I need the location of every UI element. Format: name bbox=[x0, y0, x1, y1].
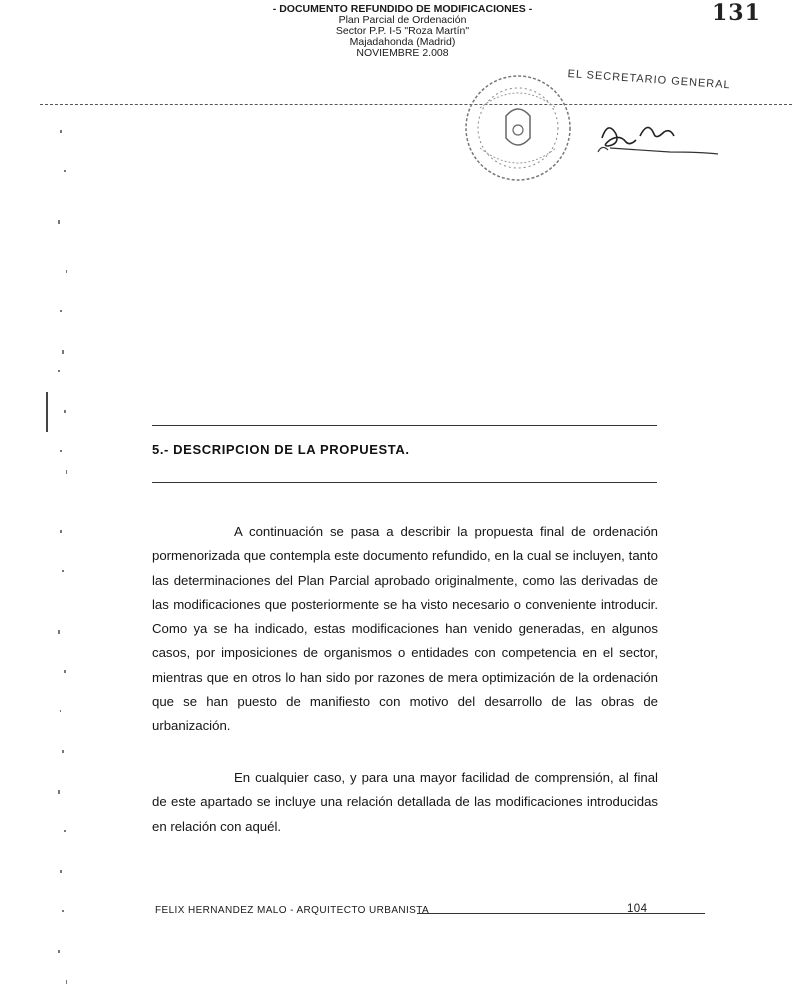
section-title: 5.- DESCRIPCION DE LA PROPUESTA. bbox=[152, 442, 410, 457]
header-divider bbox=[40, 104, 792, 105]
footer-author: FELIX HERNANDEZ MALO - ARQUITECTO URBANISTA bbox=[155, 905, 430, 916]
header-line-location: Majadahonda (Madrid) bbox=[349, 36, 456, 48]
scan-margin-speckles bbox=[40, 110, 80, 1000]
footer-rule bbox=[417, 913, 705, 914]
document-footer bbox=[155, 903, 660, 921]
handwritten-signature bbox=[590, 108, 720, 160]
scan-margin-bar bbox=[46, 392, 48, 432]
section-top-rule bbox=[152, 425, 657, 426]
stamp-secretario-label: EL SECRETARIO GENERAL bbox=[567, 68, 732, 92]
header-title: - DOCUMENTO REFUNDIDO DE MODIFICACIONES - bbox=[272, 3, 533, 15]
header-line-date: NOVIEMBRE 2.008 bbox=[356, 47, 449, 59]
document-header bbox=[230, 4, 575, 59]
page-number: 104 bbox=[627, 903, 648, 915]
section-bottom-rule bbox=[152, 482, 657, 483]
official-seal-stamp bbox=[458, 68, 578, 188]
header-line-plan: Plan Parcial de Ordenación bbox=[338, 14, 467, 26]
body-paragraph-1: A continuación se pasa a describir la propuesta final de ordenación pormenorizada que contempla este documento refundido, en la cual se incluyen, tanto las determinaciones del Plan Parcial aprobado originalmente, como las derivadas de las modificaciones que posteriormente se ha visto necesario o conveniente introducir. Como ya se ha indicado, estas modificaciones han venido generadas, en algunos casos, por imposiciones de organismos o entidades con competencia en el sector, mientras que en otros lo han sido por razones de mera optimización de la ordenación que se han puesto de manifiesto con motivo del desarrollo de las obras de urbanización. bbox=[152, 524, 658, 734]
handwritten-folio-number: 131 bbox=[712, 0, 761, 26]
body-paragraph-2: En cualquier caso, y para una mayor facilidad de comprensión, al final de este apartado se incluye una relación detallada de las modificaciones introducidas en relación con aquél. bbox=[152, 770, 658, 834]
header-line-sector: Sector P.P. I-5 "Roza Martín" bbox=[335, 25, 470, 37]
